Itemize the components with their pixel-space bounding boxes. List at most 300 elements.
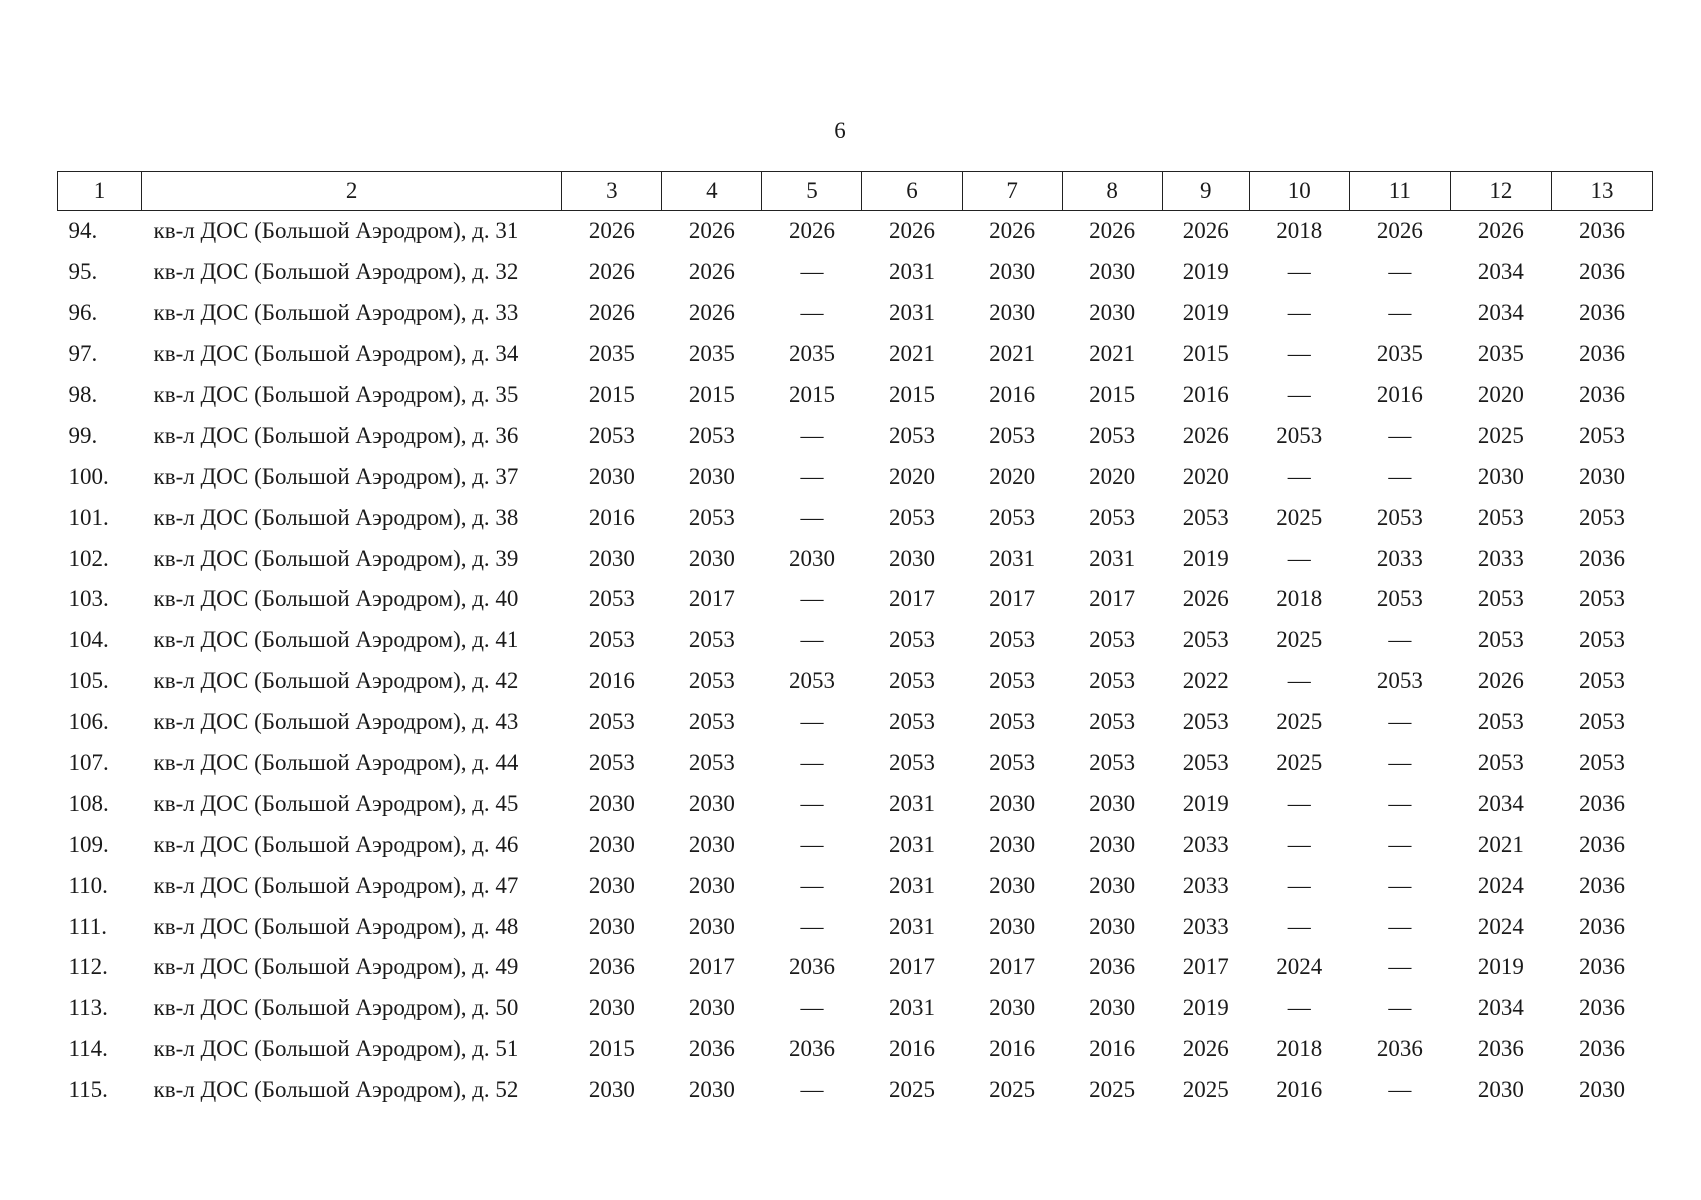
row-value-col-7: 2021 <box>989 341 1036 367</box>
row-value-col-7: 2030 <box>989 790 1036 816</box>
row-value-col-3: 2030 <box>588 790 635 816</box>
row-value-col-12: 2030 <box>1477 1077 1524 1103</box>
row-value-col-3: 2016 <box>588 504 635 530</box>
row-value-col-11: — <box>1388 913 1412 939</box>
column-header-8: 8 <box>1062 172 1162 211</box>
row-value-col-13: 2036 <box>1578 954 1625 980</box>
row-value-col-12: 2030 <box>1477 463 1524 489</box>
column-header-12: 12 <box>1450 172 1551 211</box>
row-value-col-9: 2019 <box>1182 259 1229 285</box>
data-table <box>57 171 1653 1111</box>
row-value-col-11: — <box>1388 872 1412 898</box>
row-value-col-4: 2030 <box>688 545 735 571</box>
row-value-col-12: 2035 <box>1477 341 1524 367</box>
row-value-col-4: 2015 <box>688 382 735 407</box>
row-value-col-6: 2017 <box>889 586 936 612</box>
row-value-col-5: 2030 <box>788 545 835 571</box>
row-value-col-13: 2053 <box>1578 627 1625 653</box>
row-value-col-4: 2026 <box>688 300 735 326</box>
row-value-col-8: 2030 <box>1089 300 1136 326</box>
row-value-col-12: 2053 <box>1477 750 1524 776</box>
table-row <box>58 252 1653 293</box>
row-value-col-9: 2019 <box>1182 300 1229 326</box>
row-value-col-11: — <box>1388 995 1412 1021</box>
row-value-col-4: 2017 <box>688 586 735 612</box>
row-value-col-8: 2053 <box>1089 709 1136 735</box>
table-row <box>58 988 1653 1029</box>
row-value-col-5: — <box>800 422 824 448</box>
row-value-col-12: 2020 <box>1477 382 1524 407</box>
row-value-col-13: 2036 <box>1578 382 1625 407</box>
row-value-col-9: 2019 <box>1182 545 1229 571</box>
row-value-col-12: 2024 <box>1477 872 1524 898</box>
row-value-col-12: 2053 <box>1477 586 1524 612</box>
column-header-1: 1 <box>58 172 142 211</box>
row-address: кв-л ДОС (Большой Аэродром), д. 38 <box>153 504 519 530</box>
row-value-col-7: 2030 <box>989 831 1036 857</box>
table-row <box>58 375 1653 416</box>
row-value-col-11: 2035 <box>1376 341 1423 367</box>
row-value-col-9: 2022 <box>1182 668 1229 694</box>
row-value-col-9: 2019 <box>1182 790 1229 816</box>
row-value-col-13: 2053 <box>1578 668 1625 694</box>
row-value-col-11: 2016 <box>1376 382 1423 407</box>
row-value-col-9: 2020 <box>1182 463 1229 489</box>
row-number: 106. <box>68 709 109 735</box>
row-number: 113. <box>68 995 108 1021</box>
row-address: кв-л ДОС (Большой Аэродром), д. 36 <box>153 422 519 448</box>
row-value-col-10: — <box>1287 872 1311 898</box>
row-value-col-9: 2033 <box>1182 913 1229 939</box>
row-number: 102. <box>68 545 109 571</box>
row-value-col-3: 2026 <box>588 300 635 326</box>
row-value-col-4: 2036 <box>688 1036 735 1062</box>
row-value-col-9: 2026 <box>1182 586 1229 612</box>
row-value-col-11: — <box>1388 790 1412 816</box>
row-value-col-12: 2053 <box>1477 709 1524 735</box>
row-address: кв-л ДОС (Большой Аэродром), д. 32 <box>153 259 519 285</box>
row-value-col-10: — <box>1287 668 1311 694</box>
row-value-col-7: 2030 <box>989 913 1036 939</box>
row-value-col-13: 2036 <box>1578 218 1625 244</box>
row-value-col-11: — <box>1388 627 1412 653</box>
row-number: 96. <box>68 300 98 326</box>
row-value-col-9: 2053 <box>1182 627 1229 653</box>
column-header-3: 3 <box>562 172 662 211</box>
row-number: 105. <box>68 668 109 694</box>
row-number: 107. <box>68 750 109 776</box>
row-value-col-7: 2030 <box>989 995 1036 1021</box>
row-address: кв-л ДОС (Большой Аэродром), д. 35 <box>153 382 519 407</box>
row-value-col-4: 2026 <box>688 259 735 285</box>
row-number: 99. <box>68 422 98 448</box>
row-value-col-3: 2030 <box>588 463 635 489</box>
row-value-col-13: 2036 <box>1578 545 1625 571</box>
row-value-col-5: — <box>800 831 824 857</box>
row-value-col-8: 2026 <box>1089 218 1136 244</box>
table-row <box>58 865 1653 906</box>
row-value-col-3: 2015 <box>588 382 635 407</box>
row-value-col-11: 2053 <box>1376 668 1423 694</box>
row-value-col-7: 2053 <box>989 422 1036 448</box>
row-value-col-13: 2036 <box>1578 341 1625 367</box>
row-value-col-8: 2030 <box>1089 259 1136 285</box>
row-value-col-3: 2036 <box>588 954 635 980</box>
row-value-col-13: 2036 <box>1578 872 1625 898</box>
row-value-col-4: 2053 <box>688 668 735 694</box>
row-value-col-7: 2016 <box>989 382 1036 407</box>
table-row <box>58 620 1653 661</box>
table-row <box>58 456 1653 497</box>
row-value-col-8: 2030 <box>1089 872 1136 898</box>
row-value-col-5: 2035 <box>788 341 835 367</box>
row-value-col-10: 2053 <box>1276 422 1323 448</box>
row-value-col-12: 2025 <box>1477 422 1524 448</box>
table-row <box>58 743 1653 784</box>
row-number: 100. <box>68 463 109 489</box>
row-value-col-7: 2053 <box>989 668 1036 694</box>
row-value-col-8: 2020 <box>1089 463 1136 489</box>
row-address: кв-л ДОС (Большой Аэродром), д. 37 <box>153 463 519 489</box>
row-number: 98. <box>68 382 98 407</box>
table-row <box>58 334 1653 375</box>
row-value-col-6: 2053 <box>889 627 936 653</box>
row-value-col-5: — <box>800 586 824 612</box>
row-value-col-8: 2053 <box>1089 750 1136 776</box>
row-value-col-4: 2030 <box>688 913 735 939</box>
row-value-col-11: — <box>1388 463 1412 489</box>
column-header-10: 10 <box>1249 172 1349 211</box>
table-row <box>58 783 1653 824</box>
row-value-col-8: 2053 <box>1089 627 1136 653</box>
row-value-col-4: 2017 <box>688 954 735 980</box>
row-value-col-9: 2026 <box>1182 218 1229 244</box>
row-value-col-9: 2026 <box>1182 422 1229 448</box>
row-value-col-12: 2024 <box>1477 913 1524 939</box>
table-row <box>58 702 1653 743</box>
row-value-col-3: 2053 <box>588 709 635 735</box>
row-address: кв-л ДОС (Большой Аэродром), д. 43 <box>153 709 519 735</box>
row-value-col-13: 2036 <box>1578 1036 1625 1062</box>
row-value-col-9: 2025 <box>1182 1077 1229 1103</box>
row-value-col-13: 2036 <box>1578 300 1625 326</box>
column-header-13: 13 <box>1551 172 1652 211</box>
row-value-col-5: — <box>800 463 824 489</box>
row-value-col-13: 2036 <box>1578 831 1625 857</box>
row-value-col-8: 2053 <box>1089 422 1136 448</box>
row-value-col-12: 2034 <box>1477 259 1524 285</box>
row-value-col-5: — <box>800 995 824 1021</box>
row-value-col-5: — <box>800 504 824 530</box>
row-value-col-11: — <box>1388 259 1412 285</box>
row-value-col-7: 2030 <box>989 300 1036 326</box>
row-address: кв-л ДОС (Большой Аэродром), д. 46 <box>153 831 519 857</box>
column-header-11: 11 <box>1349 172 1450 211</box>
row-address: кв-л ДОС (Большой Аэродром), д. 31 <box>153 218 519 244</box>
row-value-col-9: 2016 <box>1182 382 1229 407</box>
row-value-col-3: 2053 <box>588 750 635 776</box>
row-address: кв-л ДОС (Большой Аэродром), д. 47 <box>153 872 519 898</box>
row-value-col-7: 2017 <box>989 586 1036 612</box>
column-header-6: 6 <box>862 172 962 211</box>
row-value-col-8: 2021 <box>1089 341 1136 367</box>
row-value-col-10: 2025 <box>1276 709 1323 735</box>
table-header <box>58 172 1653 211</box>
row-number: 104. <box>68 627 109 653</box>
row-value-col-4: 2053 <box>688 422 735 448</box>
row-number: 101. <box>68 504 109 530</box>
row-value-col-11: — <box>1388 709 1412 735</box>
row-value-col-12: 2053 <box>1477 627 1524 653</box>
row-value-col-4: 2030 <box>688 463 735 489</box>
row-value-col-8: 2030 <box>1089 913 1136 939</box>
row-value-col-4: 2035 <box>688 341 735 367</box>
row-value-col-4: 2053 <box>688 504 735 530</box>
row-address: кв-л ДОС (Большой Аэродром), д. 45 <box>153 790 519 816</box>
row-value-col-7: 2053 <box>989 709 1036 735</box>
row-value-col-4: 2030 <box>688 872 735 898</box>
row-value-col-3: 2016 <box>588 668 635 694</box>
row-value-col-5: — <box>800 300 824 326</box>
row-value-col-6: 2053 <box>889 504 936 530</box>
row-value-col-7: 2031 <box>989 545 1036 571</box>
row-value-col-10: — <box>1287 995 1311 1021</box>
row-value-col-5: — <box>800 750 824 776</box>
row-value-col-12: 2034 <box>1477 995 1524 1021</box>
row-value-col-8: 2030 <box>1089 831 1136 857</box>
row-value-col-7: 2016 <box>989 1036 1036 1062</box>
row-value-col-4: 2053 <box>688 709 735 735</box>
row-value-col-13: 2053 <box>1578 750 1625 776</box>
row-value-col-12: 2019 <box>1477 954 1524 980</box>
row-address: кв-л ДОС (Большой Аэродром), д. 48 <box>153 913 519 939</box>
row-value-col-6: 2053 <box>889 709 936 735</box>
row-value-col-11: — <box>1388 750 1412 776</box>
column-header-9: 9 <box>1162 172 1249 211</box>
row-value-col-8: 2017 <box>1089 586 1136 612</box>
row-value-col-11: — <box>1388 954 1412 980</box>
row-value-col-11: 2026 <box>1376 218 1423 244</box>
row-number: 111. <box>68 913 108 939</box>
row-value-col-5: — <box>800 872 824 898</box>
row-value-col-10: 2024 <box>1276 954 1323 980</box>
row-value-col-11: — <box>1388 422 1412 448</box>
row-value-col-13: 2036 <box>1578 259 1625 285</box>
row-value-col-7: 2020 <box>989 463 1036 489</box>
column-header-7: 7 <box>962 172 1062 211</box>
row-value-col-3: 2030 <box>588 831 635 857</box>
row-value-col-8: 2036 <box>1089 954 1136 980</box>
row-value-col-10: 2025 <box>1276 627 1323 653</box>
row-number: 114. <box>68 1036 108 1062</box>
row-value-col-6: 2031 <box>889 872 936 898</box>
row-value-col-13: 2053 <box>1578 504 1625 530</box>
row-value-col-10: — <box>1287 545 1311 571</box>
row-address: кв-л ДОС (Большой Аэродром), д. 50 <box>153 995 519 1021</box>
row-value-col-10: — <box>1287 790 1311 816</box>
row-value-col-10: — <box>1287 913 1311 939</box>
row-value-col-11: — <box>1388 300 1412 326</box>
row-value-col-3: 2035 <box>588 341 635 367</box>
row-value-col-13: 2030 <box>1578 1077 1625 1103</box>
page-number: 6 <box>834 118 846 143</box>
row-number: 97. <box>68 341 98 367</box>
row-value-col-11: 2036 <box>1376 1036 1423 1062</box>
table-row <box>58 497 1653 538</box>
row-value-col-4: 2030 <box>688 995 735 1021</box>
row-address: кв-л ДОС (Большой Аэродром), д. 41 <box>153 627 519 653</box>
row-value-col-6: 2031 <box>889 259 936 285</box>
row-address: кв-л ДОС (Большой Аэродром), д. 52 <box>153 1077 519 1103</box>
table-row <box>58 211 1653 252</box>
row-number: 109. <box>68 831 109 857</box>
row-value-col-12: 2021 <box>1477 831 1524 857</box>
row-value-col-13: 2036 <box>1578 913 1625 939</box>
row-number: 94. <box>68 218 98 244</box>
table-body <box>58 211 1653 1111</box>
row-value-col-5: — <box>800 1077 824 1103</box>
row-value-col-13: 2053 <box>1578 586 1625 612</box>
row-value-col-7: 2053 <box>989 504 1036 530</box>
row-value-col-5: 2036 <box>788 1036 835 1062</box>
table-row <box>58 1029 1653 1070</box>
header-row <box>58 172 1653 211</box>
row-value-col-6: 2025 <box>889 1077 936 1103</box>
row-value-col-5: — <box>800 790 824 816</box>
row-value-col-10: — <box>1287 382 1311 407</box>
row-value-col-7: 2017 <box>989 954 1036 980</box>
table-row <box>58 906 1653 947</box>
row-value-col-6: 2020 <box>889 463 936 489</box>
row-value-col-11: 2033 <box>1376 545 1423 571</box>
column-header-2: 2 <box>142 172 562 211</box>
table-row <box>58 293 1653 334</box>
row-value-col-3: 2030 <box>588 872 635 898</box>
row-value-col-5: 2015 <box>788 382 835 407</box>
row-value-col-8: 2015 <box>1089 382 1136 407</box>
row-address: кв-л ДОС (Большой Аэродром), д. 51 <box>153 1036 519 1062</box>
row-value-col-5: — <box>800 913 824 939</box>
row-value-col-8: 2016 <box>1089 1036 1136 1062</box>
column-header-4: 4 <box>662 172 762 211</box>
row-value-col-12: 2034 <box>1477 300 1524 326</box>
row-value-col-12: 2033 <box>1477 545 1524 571</box>
row-value-col-12: 2026 <box>1477 668 1524 694</box>
row-value-col-9: 2053 <box>1182 504 1229 530</box>
row-value-col-4: 2053 <box>688 627 735 653</box>
row-value-col-8: 2025 <box>1089 1077 1136 1103</box>
row-value-col-8: 2030 <box>1089 790 1136 816</box>
row-value-col-9: 2015 <box>1182 341 1229 367</box>
row-value-col-10: 2025 <box>1276 504 1323 530</box>
row-value-col-3: 2015 <box>588 1036 635 1062</box>
row-value-col-6: 2031 <box>889 913 936 939</box>
row-value-col-6: 2015 <box>889 382 936 407</box>
row-value-col-6: 2016 <box>889 1036 936 1062</box>
row-value-col-4: 2026 <box>688 218 735 244</box>
row-value-col-12: 2034 <box>1477 790 1524 816</box>
row-value-col-10: 2018 <box>1276 1036 1323 1062</box>
row-value-col-9: 2033 <box>1182 872 1229 898</box>
row-value-col-7: 2030 <box>989 872 1036 898</box>
row-value-col-10: 2018 <box>1276 218 1323 244</box>
row-value-col-10: — <box>1287 259 1311 285</box>
table-row <box>58 824 1653 865</box>
row-number: 108. <box>68 790 109 816</box>
row-value-col-5: 2026 <box>788 218 835 244</box>
row-value-col-3: 2030 <box>588 995 635 1021</box>
row-value-col-9: 2019 <box>1182 995 1229 1021</box>
row-value-col-5: — <box>800 709 824 735</box>
row-value-col-9: 2026 <box>1182 1036 1229 1062</box>
row-value-col-8: 2053 <box>1089 504 1136 530</box>
row-value-col-11: — <box>1388 831 1412 857</box>
row-value-col-6: 2017 <box>889 954 936 980</box>
row-value-col-10: 2018 <box>1276 586 1323 612</box>
row-value-col-7: 2030 <box>989 259 1036 285</box>
row-value-col-4: 2053 <box>688 750 735 776</box>
row-value-col-4: 2030 <box>688 831 735 857</box>
row-value-col-13: 2053 <box>1578 422 1625 448</box>
row-value-col-5: — <box>800 627 824 653</box>
row-value-col-6: 2030 <box>889 545 936 571</box>
row-value-col-10: 2025 <box>1276 750 1323 776</box>
table-row <box>58 538 1653 579</box>
row-value-col-3: 2030 <box>588 1077 635 1103</box>
table-row <box>58 661 1653 702</box>
row-value-col-6: 2053 <box>889 422 936 448</box>
row-value-col-10: — <box>1287 300 1311 326</box>
column-header-5: 5 <box>762 172 862 211</box>
row-value-col-13: 2036 <box>1578 790 1625 816</box>
row-value-col-9: 2017 <box>1182 954 1229 980</box>
row-address: кв-л ДОС (Большой Аэродром), д. 40 <box>153 586 519 612</box>
row-address: кв-л ДОС (Большой Аэродром), д. 39 <box>153 545 519 571</box>
row-value-col-12: 2053 <box>1477 504 1524 530</box>
row-address: кв-л ДОС (Большой Аэродром), д. 33 <box>153 300 519 326</box>
row-value-col-6: 2053 <box>889 750 936 776</box>
row-value-col-3: 2026 <box>588 259 635 285</box>
row-value-col-6: 2031 <box>889 790 936 816</box>
row-value-col-9: 2053 <box>1182 709 1229 735</box>
row-value-col-3: 2053 <box>588 586 635 612</box>
row-value-col-8: 2030 <box>1089 995 1136 1021</box>
row-value-col-4: 2030 <box>688 790 735 816</box>
row-value-col-6: 2031 <box>889 300 936 326</box>
row-value-col-7: 2053 <box>989 627 1036 653</box>
row-value-col-6: 2026 <box>889 218 936 244</box>
row-number: 110. <box>68 872 108 898</box>
row-value-col-11: 2053 <box>1376 504 1423 530</box>
row-value-col-8: 2053 <box>1089 668 1136 694</box>
row-value-col-7: 2053 <box>989 750 1036 776</box>
row-value-col-8: 2031 <box>1089 545 1136 571</box>
row-value-col-7: 2025 <box>989 1077 1036 1103</box>
row-value-col-11: 2053 <box>1376 586 1423 612</box>
row-value-col-6: 2031 <box>889 831 936 857</box>
row-value-col-6: 2053 <box>889 668 936 694</box>
row-address: кв-л ДОС (Большой Аэродром), д. 44 <box>153 750 519 776</box>
row-value-col-3: 2053 <box>588 627 635 653</box>
row-value-col-12: 2036 <box>1477 1036 1524 1062</box>
table-row <box>58 579 1653 620</box>
row-number: 95. <box>68 259 98 285</box>
row-value-col-3: 2030 <box>588 545 635 571</box>
row-address: кв-л ДОС (Большой Аэродром), д. 42 <box>153 668 519 694</box>
row-value-col-3: 2053 <box>588 422 635 448</box>
row-value-col-5: 2036 <box>788 954 835 980</box>
row-value-col-10: 2016 <box>1276 1077 1323 1103</box>
